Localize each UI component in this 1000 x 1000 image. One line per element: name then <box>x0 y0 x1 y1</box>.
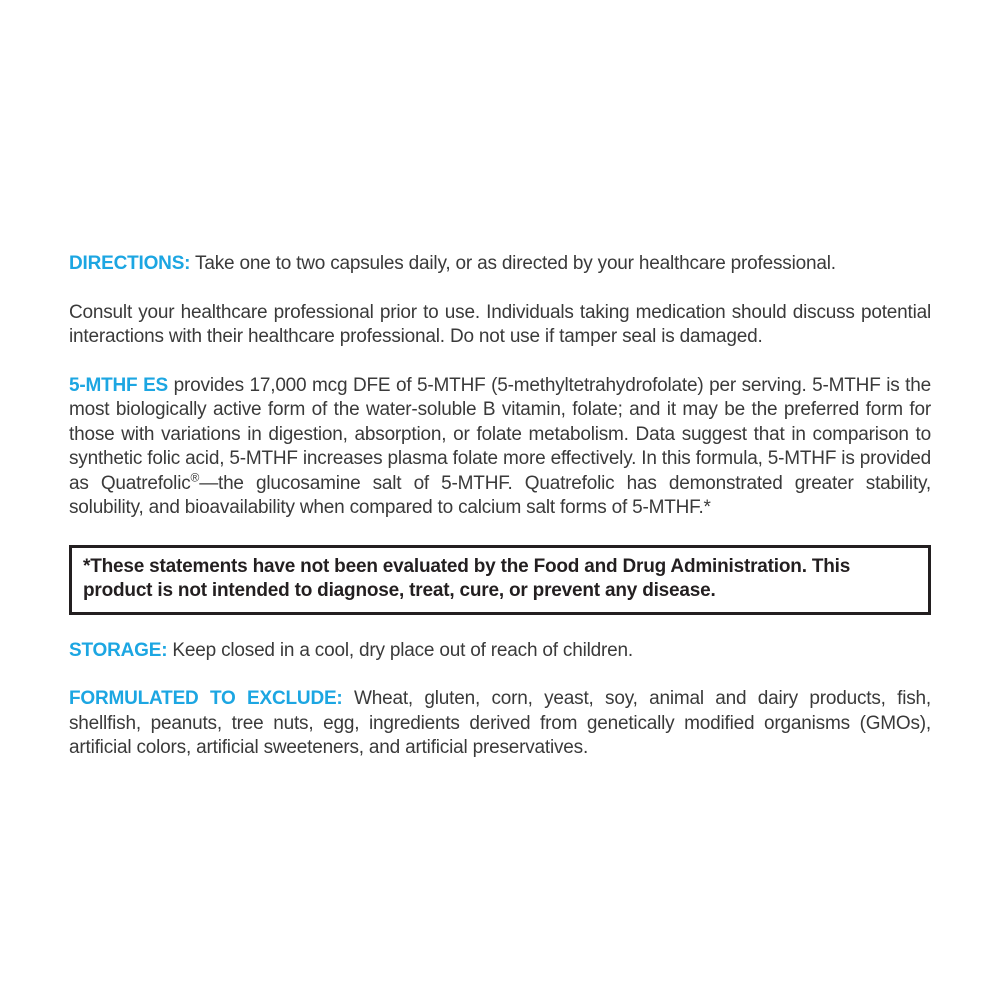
storage-text: Keep closed in a cool, dry place out of reach of children. <box>167 639 633 661</box>
directions-paragraph <box>69 252 931 277</box>
directions-text: Take one to two capsules daily, or as directed by your healthcare professional. <box>190 253 836 274</box>
product-description-paragraph <box>69 374 931 521</box>
product-name-heading: 5-MTHF ES <box>69 374 169 396</box>
directions-heading: DIRECTIONS: <box>69 253 191 274</box>
fda-disclaimer-text: *These statements have not been evaluated by the Food and Drug Administration. This product is not intended to diagnose, treat, cure, or prevent any disease. <box>83 555 851 601</box>
registered-trademark-symbol: ® <box>190 470 200 485</box>
product-description-text-2: —the glucosamine salt of 5-MTHF. Quatrefolic has demonstrated greater stability, solubility, and bioavailability when compared to calcium salt forms of 5-MTHF.* <box>69 472 932 518</box>
product-description-text-1: provides 17,000 mcg DFE of 5-MTHF (5-methyltetrahydrofolate) per serving. 5-MTHF is the most biologically active form of the water-soluble B vitamin, folate; and it may be the preferred form for those with variations in digestion, absorption, or folate metabolism. Data suggest that in comparison to synthetic folic acid, 5-MTHF increases plasma folate more effectively. In this formula, 5-MTHF is provided as Quatrefolic <box>69 374 931 494</box>
storage-heading: STORAGE: <box>69 639 168 661</box>
supplement-label-panel <box>69 252 931 785</box>
formulated-to-exclude-paragraph <box>69 687 931 761</box>
storage-paragraph <box>69 639 931 664</box>
consult-paragraph: Consult your healthcare professional prior to use. Individuals taking medication should discuss potential interactions with their healthcare professional. Do not use if tamper seal is damaged. <box>69 301 931 347</box>
formulated-to-exclude-heading: FORMULATED TO EXCLUDE: <box>69 688 343 709</box>
fda-disclaimer-box <box>69 545 931 615</box>
formulated-to-exclude-text: Wheat, gluten, corn, yeast, soy, animal and dairy products, fish, shellfish, peanuts, tree nuts, egg, ingredients derived from genetically modified organisms (GMOs), artificial colors, artificial sweeteners, and artificial preservatives. <box>69 688 932 758</box>
